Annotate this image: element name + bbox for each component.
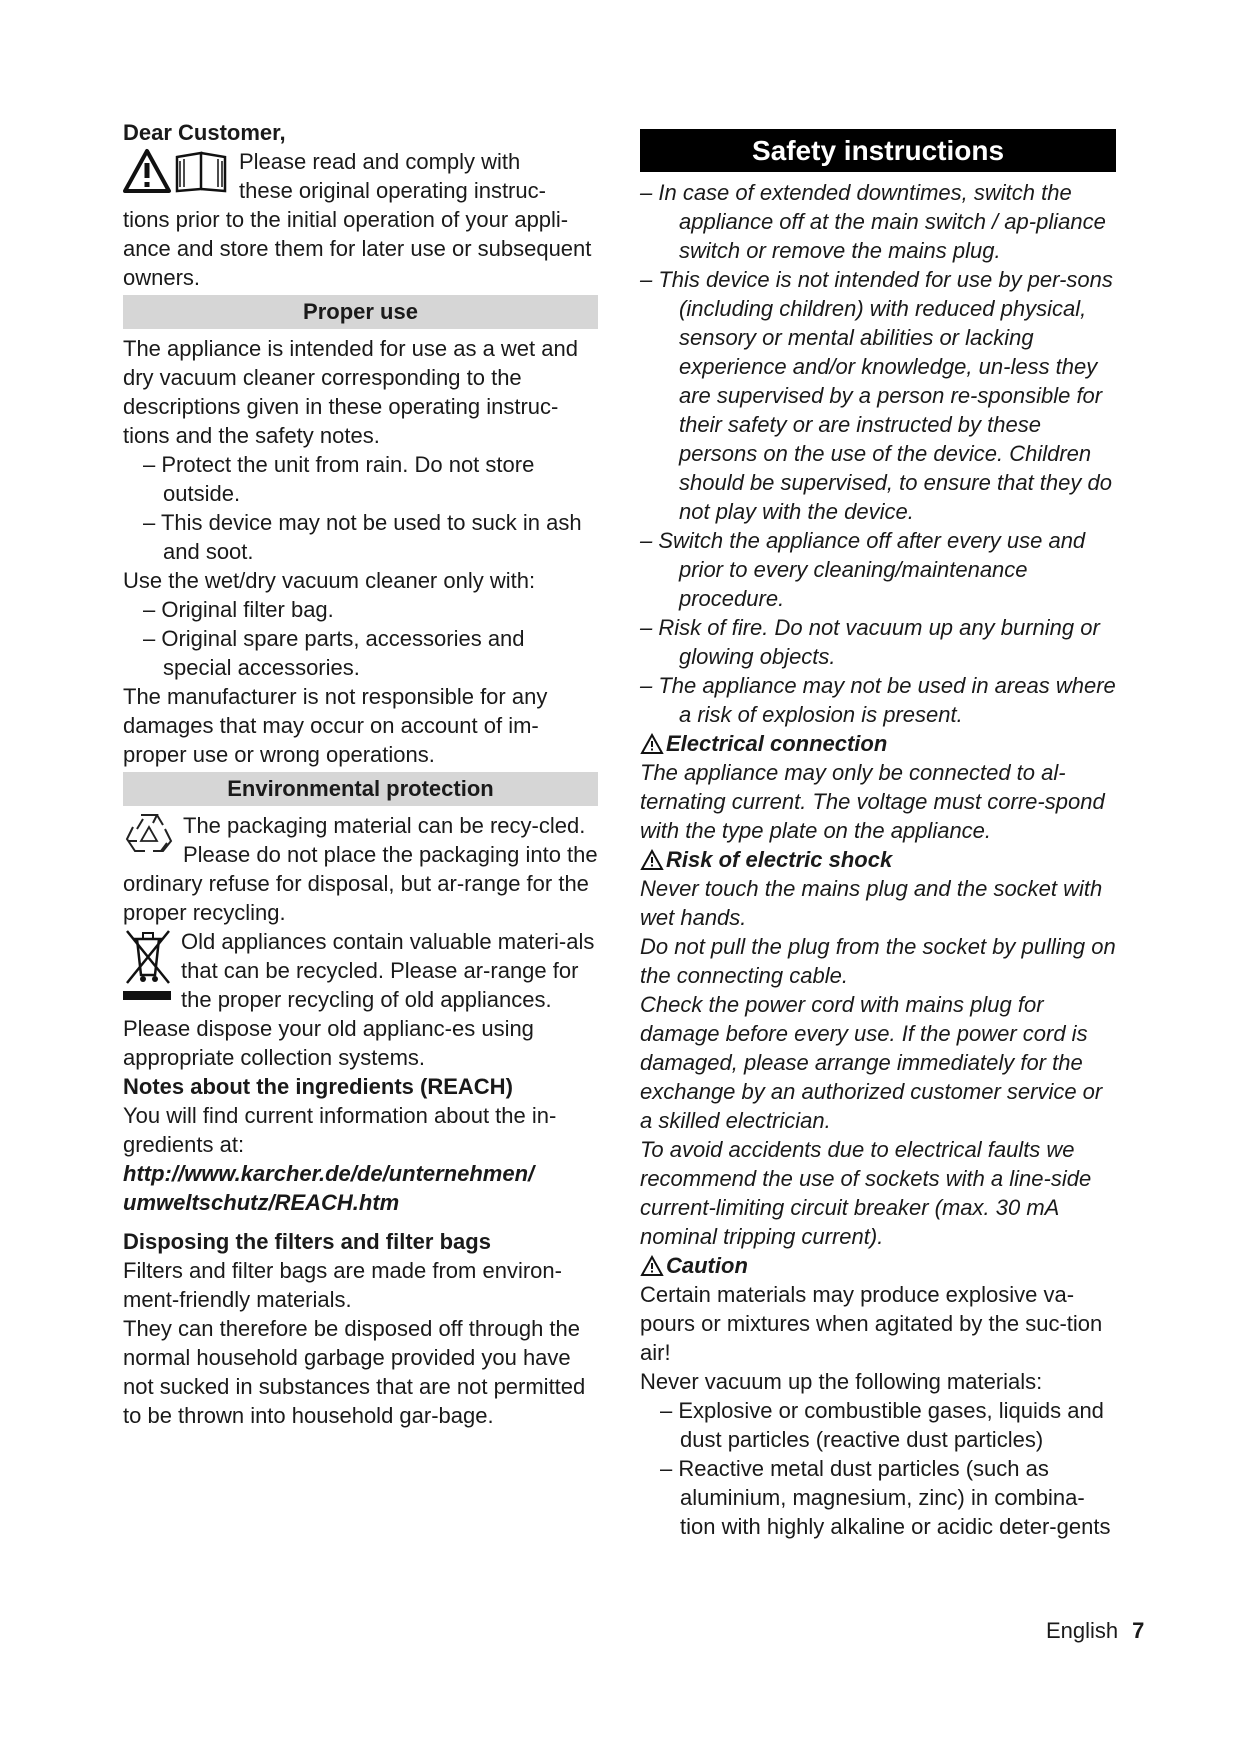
intro-text: tions prior to the initial operation of your appli-ance and store them for later use or subsequent owners. — [123, 207, 592, 290]
list-item: – Reactive metal dust particles (such as aluminium, magnesium, zinc) in combina-tion with highly alkaline or acidic deter-gents — [660, 1456, 1111, 1539]
warning-icon — [640, 849, 664, 871]
environmental-heading: Environmental protection — [123, 772, 598, 806]
electrical-connection-heading: Electrical connection — [640, 729, 1116, 758]
caution-text-2: Never vacuum up the following materials: — [640, 1369, 1043, 1394]
list-item: – The appliance may not be used in areas where a risk of explosion is present. — [640, 673, 1116, 727]
list-item: – This device may not be used to suck in ash and soot. — [143, 510, 582, 564]
electrical-connection-text: The appliance may only be connected to al-ternating current. The voltage must corre-spond with the type plate on the appliance. — [640, 760, 1105, 843]
caution-heading: Caution — [640, 1251, 1116, 1280]
page-number: 7 — [1132, 1618, 1145, 1643]
packaging-text: The packaging material can be recy-cled. Please do not place the packaging into the ordinary refuse for disposal, but ar-range for the proper recycling. — [123, 813, 598, 925]
shock-paragraph: Do not pull the plug from the socket by pulling on the connecting cable. — [640, 934, 1116, 988]
caution-text-1: Certain materials may produce explosive va-pours or mixtures when agitated by the suc-tion air! — [640, 1282, 1103, 1365]
reach-heading: Notes about the ingredients (REACH) — [123, 1074, 513, 1099]
old-appliances-block — [123, 927, 598, 1072]
reach-link[interactable]: http://www.karcher.de/de/unternehmen/ umweltschutz/REACH.htm — [123, 1161, 535, 1215]
shock-paragraph: Never touch the mains plug and the socket with wet hands. — [640, 876, 1103, 930]
right-column — [640, 118, 1116, 1541]
warning-icon — [640, 1255, 664, 1277]
filters-text-1: Filters and filter bags are made from environ-ment-friendly materials. — [123, 1258, 562, 1312]
electric-shock-heading: Risk of electric shock — [640, 845, 1116, 874]
list-item: – This device is not intended for use by per-sons (including children) with reduced physical, sensory or mental abilities or lacking experience and/or knowledge, un-less they are supervised by a person re-sponsible for their safety or are instructed by these persons on the use of the device. Children should be supervised, to ensure that they do not play with the device. — [640, 267, 1113, 524]
warning-read-manual-icon — [123, 147, 231, 195]
greeting: Dear Customer, — [123, 120, 286, 145]
list-item: – Protect the unit from rain. Do not store outside. — [143, 452, 535, 506]
list-item: – Original spare parts, accessories and special accessories. — [143, 626, 525, 680]
list-item: – Original filter bag. — [143, 597, 334, 622]
packaging-block — [123, 811, 598, 927]
reach-text: You will find current information about the in-gredients at: — [123, 1103, 557, 1157]
intro-line-2: these original operating instruc- — [239, 178, 546, 203]
safety-instructions-heading: Safety instructions — [640, 129, 1116, 172]
list-item: – Risk of fire. Do not vacuum up any burning or glowing objects. — [640, 615, 1100, 669]
intro-line-1: Please read and comply with — [239, 149, 521, 174]
intro-block — [123, 147, 598, 292]
proper-use-heading: Proper use — [123, 295, 598, 329]
shock-paragraph: Check the power cord with mains plug for damage before every use. If the power cord is damaged, please arrange immediately for the exchange by an authorized customer service or a skilled electrician. — [640, 992, 1103, 1133]
crossed-bin-icon — [123, 927, 173, 1005]
page-footer — [1046, 1616, 1144, 1645]
only-with-text: Use the wet/dry vacuum cleaner only with: — [123, 568, 536, 593]
manufacturer-text: The manufacturer is not responsible for any damages that may occur on account of im-proper use or wrong operations. — [123, 684, 548, 767]
warning-icon — [640, 733, 664, 755]
filters-text-2: They can therefore be disposed off through the normal household garbage provided you have not sucked in substances that are not permitted to be thrown into household gar-bage. — [123, 1316, 586, 1428]
list-item: – Switch the appliance off after every use and prior to every cleaning/maintenance procedure. — [640, 528, 1086, 611]
shock-paragraph: To avoid accidents due to electrical faults we recommend the use of sockets with a line-side current-limiting circuit breaker (max. 30 mA nominal tripping current). — [640, 1137, 1092, 1249]
old-appliances-text: Old appliances contain valuable materi-als that can be recycled. Please ar-range for the proper recycling of old appliances. Please dispose your old applianc-es using appropriate collection systems. — [123, 929, 595, 1070]
recycle-icon — [123, 811, 175, 857]
footer-language: English — [1046, 1618, 1119, 1643]
list-item: – In case of extended downtimes, switch the appliance off at the main switch / ap-pliance switch or remove the mains plug. — [640, 180, 1106, 263]
list-item: – Explosive or combustible gases, liquids and dust particles (reactive dust particles) — [660, 1398, 1104, 1452]
filters-heading: Disposing the filters and filter bags — [123, 1229, 491, 1254]
proper-use-text: The appliance is intended for use as a wet and dry vacuum cleaner corresponding to the descriptions given in these operating instruc-tions and the safety notes. — [123, 336, 578, 448]
left-column — [123, 118, 598, 1430]
